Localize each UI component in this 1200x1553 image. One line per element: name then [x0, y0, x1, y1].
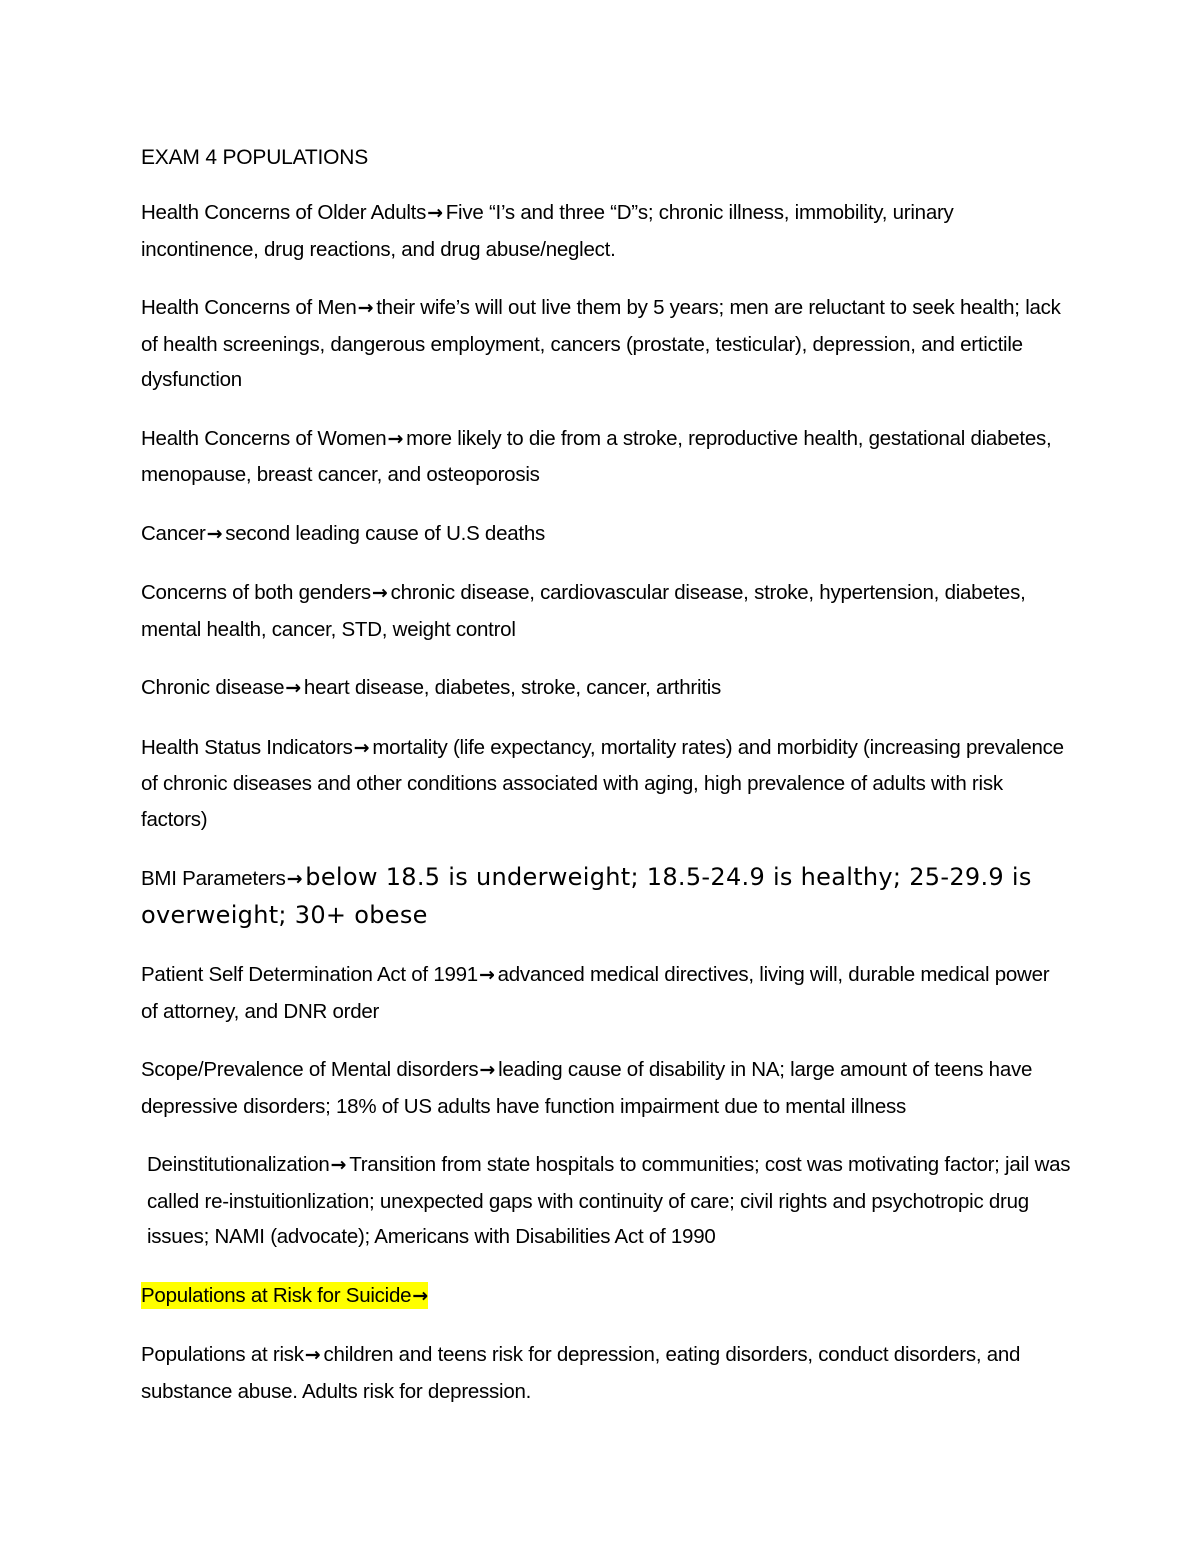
entry-health-status [141, 730, 1071, 838]
arrow-right-icon: → [330, 1154, 347, 1176]
entry-text: more likely to die from a stroke, reproductive health, gestational diabetes, menopause, breast cancer, and osteoporosis [141, 426, 1052, 486]
entry-mental-disorders [141, 1052, 1071, 1124]
entry-men [141, 290, 1071, 398]
document-page [141, 140, 1071, 1432]
entry-term: Deinstitutionalization [147, 1153, 330, 1176]
entry-term: Populations at Risk for Suicide [141, 1283, 412, 1307]
entry-psda [141, 957, 1071, 1029]
document-title: EXAM 4 POPULATIONS [141, 146, 369, 169]
arrow-right-icon: → [286, 868, 303, 890]
arrow-right-icon: → [371, 582, 388, 604]
entry-term: Patient Self Determination Act of 1991 [141, 963, 478, 986]
arrow-right-icon: → [285, 677, 301, 699]
entry-term: Chronic disease [141, 676, 285, 699]
arrow-right-icon: → [353, 736, 370, 759]
entry-text: Five “I’s and three “D”s; chronic illness, immobility, urinary incontinence, drug reactions, and drug abuse/neglect. [141, 201, 954, 261]
entry-women [141, 421, 1071, 493]
entry-text: heart disease, diabetes, stroke, cancer, arthritis [303, 676, 722, 699]
entry-text: below 18.5 is underweight; 18.5-24.9 is healthy; 25-29.9 is overweight; 30+ obese [141, 863, 1032, 929]
entry-cancer [141, 516, 1071, 553]
arrow-right-icon: → [427, 202, 443, 224]
entry-term: Health Concerns of Men [141, 296, 357, 319]
entry-chronic-disease [141, 670, 1071, 707]
entry-term: Cancer [141, 521, 206, 545]
arrow-right-icon: → [387, 427, 404, 450]
entry-term: Health Concerns of Older Adults [141, 201, 427, 224]
arrow-right-icon: → [412, 1284, 428, 1307]
entry-term: Populations at risk [141, 1343, 304, 1366]
entry-text: their wife’s will out live them by 5 years; men are reluctant to seek health; lack of health screenings, dangerous employment, cancers (prostate, testicular), depression, and ertictile dysfunction [141, 296, 1061, 391]
highlighted-heading [141, 1282, 428, 1309]
entry-term: Concerns of both genders [141, 581, 371, 604]
entry-term: Health Status Indicators [141, 735, 353, 759]
entry-term: BMI Parameters [141, 867, 286, 890]
arrow-right-icon: → [479, 1059, 496, 1081]
entry-text: leading cause of disability in NA; large amount of teens have depressive disorders; 18% of US adults have function impairment due to mental illness [141, 1058, 1033, 1118]
arrow-right-icon: → [304, 1344, 321, 1366]
entry-term: Scope/Prevalence of Mental disorders [141, 1058, 479, 1081]
entry-term: Health Concerns of Women [141, 426, 387, 450]
entry-both-genders [141, 575, 1071, 647]
entry-suicide-risk [141, 1278, 1071, 1315]
arrow-right-icon: → [478, 964, 495, 986]
entry-text: children and teens risk for depression, eating disorders, conduct disorders, and substance abuse. Adults risk for depression. [141, 1343, 1021, 1403]
entry-deinstitutionalization [141, 1147, 1071, 1255]
entry-text: advanced medical directives, living will, durable medical power of attorney, and DNR order [141, 963, 1050, 1023]
arrow-right-icon: → [357, 297, 374, 319]
arrow-right-icon: → [206, 522, 223, 545]
entry-text: Transition from state hospitals to communities; cost was motivating factor; jail was called re-instuitionlization; unexpected gaps with continuity of care; civil rights and psychotropic drug issues; NAMI (advocate); Americans with Disabilities Act of 1990 [147, 1153, 1071, 1248]
entry-text: chronic disease, cardiovascular disease, stroke, hypertension, diabetes, mental health, cancer, STD, weight control [141, 581, 1026, 641]
entry-text: second leading cause of U.S deaths [225, 521, 545, 545]
entry-older-adults [141, 195, 1071, 267]
entry-populations-at-risk [141, 1337, 1071, 1409]
entry-bmi [141, 860, 1071, 934]
entry-text: mortality (life expectancy, mortality rates) and morbidity (increasing prevalence of chronic diseases and other conditions associated with aging, high prevalence of adults with risk factors) [141, 735, 1064, 831]
